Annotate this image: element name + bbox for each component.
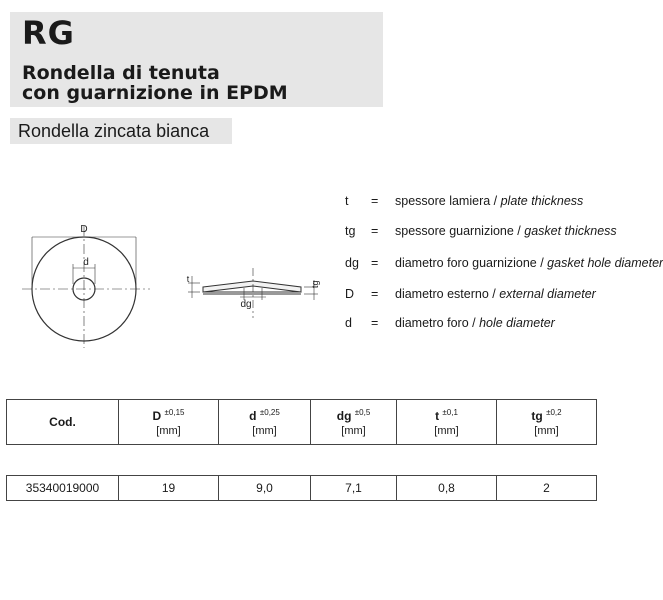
legend-en: hole diameter — [479, 316, 555, 330]
legend-equals: = — [371, 256, 379, 270]
header-unit: [mm] — [534, 424, 559, 437]
legend-symbol: dg — [345, 256, 359, 270]
legend-symbol: tg — [345, 224, 356, 238]
header-tolerance: ±0,1 — [442, 407, 458, 417]
side-view — [188, 268, 318, 318]
header-tolerance: ±0,2 — [546, 407, 562, 417]
legend-en: gasket thickness — [524, 224, 617, 238]
legend-symbol: D — [345, 287, 355, 301]
legend-row — [345, 316, 555, 330]
cell-d: 9,0 — [219, 476, 311, 501]
legend-row — [345, 256, 663, 270]
label-dg: dg — [240, 299, 252, 310]
label-t: t — [186, 274, 190, 284]
product-code-title: RG — [22, 14, 75, 52]
header-cell-dg — [311, 400, 397, 445]
header-cell-cod — [7, 400, 119, 445]
legend-en: plate thickness — [500, 194, 584, 208]
header-cell-tg — [497, 400, 597, 445]
cell-tg: 2 — [497, 476, 597, 501]
header-label: d — [249, 408, 257, 423]
legend-definition: diametro foro / hole diameter — [395, 316, 555, 330]
header-label: tg — [531, 408, 543, 423]
product-subtitle-line2: con guarnizione in EPDM — [22, 82, 288, 104]
legend-row — [345, 194, 583, 208]
header-unit: [mm] — [341, 424, 366, 437]
header-row — [7, 400, 597, 445]
header-cell-d — [219, 400, 311, 445]
legend-symbol: t — [345, 194, 349, 208]
plate-section — [203, 281, 301, 292]
header-cell-D — [119, 400, 219, 445]
label-tg: tg — [310, 280, 320, 288]
header-tolerance: ±0,25 — [259, 407, 280, 417]
spec-table-data — [6, 475, 597, 501]
variant-title: Rondella zincata bianca — [18, 121, 210, 141]
product-subtitle-line1: Rondella di tenuta — [22, 62, 220, 84]
spec-table-header — [6, 399, 597, 445]
header-cell-t — [397, 400, 497, 445]
legend-row — [345, 224, 617, 238]
header-unit: [mm] — [156, 424, 181, 437]
legend-en: external diameter — [499, 287, 596, 301]
header-label: dg — [336, 408, 352, 423]
header-label: t — [435, 408, 440, 423]
legend-row — [345, 287, 596, 301]
legend-it: diametro esterno — [395, 287, 489, 301]
table-row — [7, 476, 597, 501]
legend-definition: diametro esterno / external diameter — [395, 287, 596, 301]
label-d: d — [83, 257, 89, 268]
legend-definition: spessore lamiera / plate thickness — [395, 194, 584, 208]
header-tolerance: ±0,5 — [354, 407, 371, 417]
header-unit: [mm] — [252, 424, 277, 437]
legend-symbol: d — [345, 316, 352, 330]
front-view — [22, 226, 150, 348]
header-unit: [mm] — [434, 424, 459, 437]
cell-D: 19 — [119, 476, 219, 501]
label-D: D — [80, 224, 88, 235]
legend-en: gasket hole diameter — [547, 256, 663, 270]
cell-dg: 7,1 — [311, 476, 397, 501]
legend-it: diametro foro — [395, 316, 469, 330]
legend-it: spessore guarnizione — [395, 224, 514, 238]
legend-definition: diametro foro guarnizione / gasket hole diameter — [395, 256, 663, 270]
header-label: D — [152, 408, 162, 423]
header-tolerance: ±0,15 — [164, 407, 185, 417]
legend-equals: = — [371, 287, 379, 301]
header-label: Cod. — [49, 415, 76, 429]
legend-equals: = — [371, 194, 379, 208]
cell-code: 35340019000 — [7, 476, 119, 501]
legend-equals: = — [371, 316, 379, 330]
legend-definition: spessore guarnizione / gasket thickness — [395, 224, 617, 238]
cell-t: 0,8 — [397, 476, 497, 501]
legend-it: diametro foro guarnizione — [395, 256, 537, 270]
legend-it: spessore lamiera — [395, 194, 491, 208]
legend-equals: = — [371, 224, 379, 238]
